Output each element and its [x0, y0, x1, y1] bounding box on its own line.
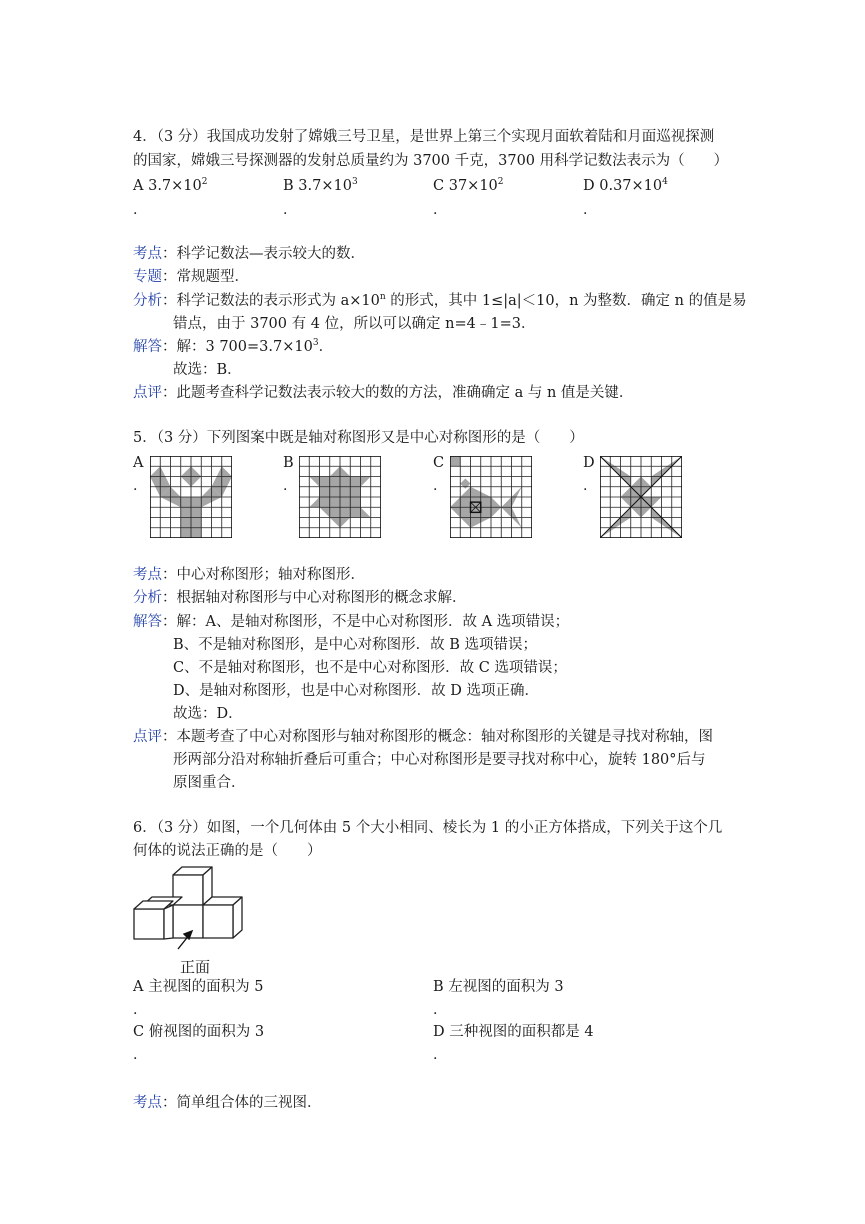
q6-kaodian: 考点：简单组合体的三视图．	[133, 1095, 322, 1111]
q6-option-a-dot: .	[133, 1002, 138, 1018]
q5-option-a-dot: .	[133, 478, 138, 494]
q4-kaodian: 考点：科学记数法—表示较大的数．	[133, 246, 365, 262]
q6-option-b-dot: .	[433, 1002, 438, 1018]
q6-stem-line2: 何体的说法正确的是（ ）	[133, 843, 322, 859]
figure-c-shape	[450, 456, 522, 528]
q5-option-d-dot: .	[583, 478, 588, 494]
q4-jieda: 解答：解：3 $700=3.7\times 10^3$．	[133, 338, 334, 355]
q4-dianping: 点评：此题考查科学记数法表示较大的数的方法，准确确定 a 与 n 值是关键．	[133, 385, 634, 401]
q5-figure-c[interactable]	[450, 456, 532, 538]
q6-option-c-dot: .	[133, 1047, 138, 1063]
q4-fenxi-line2: 错点，由于 3700 有 4 位，所以可以确定 n=4﹣1=3．	[173, 316, 536, 332]
q5-jieda-line5: 故选：D．	[173, 706, 243, 722]
q4-option-b[interactable]: B $3.7\times 10^3$	[283, 177, 358, 194]
q6-stem-line1: 6．（3 分）如图，一个几何体由 5 个大小相同、棱长为 1 的小正方体搭成，下列关于这个几	[133, 820, 723, 836]
q5-fenxi: 分析：根据轴对称图形与中心对称图形的概念求解．	[133, 590, 467, 606]
q5-option-a-label[interactable]: A	[133, 455, 144, 471]
q6-option-d[interactable]: D 三种视图的面积都是 4	[433, 1024, 594, 1040]
q5-option-c-dot: .	[433, 478, 438, 494]
cube-drawing	[134, 867, 242, 939]
q4-option-a[interactable]: A $3.7\times 10^2$	[133, 177, 208, 194]
q4-option-d[interactable]: D $0.37\times 10^4$	[583, 177, 668, 194]
q4-option-c-dot: .	[433, 202, 438, 218]
q5-option-b-dot: .	[283, 478, 288, 494]
q5-figure-a[interactable]	[150, 456, 232, 538]
q5-option-b-label[interactable]: B	[283, 455, 294, 471]
figure-a-grid	[150, 456, 232, 538]
q5-stem: 5．（3 分）下列图案中既是轴对称图形又是中心对称图形的是（ ）	[133, 430, 584, 446]
q5-option-d-label[interactable]: D	[583, 455, 595, 471]
q5-dianping-line3: 原图重合．	[173, 775, 246, 791]
q4-zhuanti: 专题：常规题型．	[133, 269, 249, 285]
q6-option-b[interactable]: B 左视图的面积为 3	[433, 979, 564, 995]
q5-kaodian: 考点：中心对称图形；轴对称图形．	[133, 567, 365, 583]
q5-jieda-line4: D、是轴对称图形，也是中心对称图形．故 D 选项正确．	[173, 683, 539, 699]
q5-jieda: 解答：解：A、是轴对称图形，不是中心对称图形．故 A 选项错误；	[133, 614, 570, 630]
q5-figure-d[interactable]	[600, 456, 682, 538]
q4-stem-line2: 的国家，嫦娥三号探测器的发射总质量约为 3700 千克，3700 用科学记数法表示为（ ）	[133, 153, 729, 169]
q6-option-a[interactable]: A 主视图的面积为 5	[133, 979, 264, 995]
q6-option-d-dot: .	[433, 1047, 438, 1063]
q6-cube-figure	[128, 862, 246, 950]
q5-jieda-line2: B、不是轴对称图形，是中心对称图形．故 B 选项错误；	[173, 637, 538, 653]
q4-option-a-dot: .	[133, 202, 138, 218]
q4-option-b-dot: .	[283, 202, 288, 218]
q4-stem-line1: 4．（3 分）我国成功发射了嫦娥三号卫星，是世界上第三个实现月面软着陆和月面巡视探测	[133, 129, 715, 145]
q4-option-d-dot: .	[583, 202, 588, 218]
q5-dianping-line2: 形两部分沿对称轴折叠后可重合；中心对称图形是要寻找对称中心，旋转 180°后与	[173, 752, 706, 768]
q5-jieda-line3: C、不是轴对称图形，也不是中心对称图形．故 C 选项错误；	[173, 660, 567, 676]
q4-fenxi: 分析：科学记数法的表示形式为 $a\times 10^n$ 的形式，其中 1≤|a|＜10，n 为整数．确定 n 的值是易	[133, 292, 747, 309]
q6-option-c[interactable]: C 俯视图的面积为 3	[133, 1024, 265, 1040]
q5-figure-b[interactable]	[299, 456, 381, 538]
q6-figure-label: 正面	[180, 958, 211, 976]
q5-dianping: 点评：本题考查了中心对称图形与轴对称图形的概念：轴对称图形的关键是寻找对称轴，图	[133, 729, 713, 745]
q4-jieda-line2: 故选：B．	[173, 362, 242, 378]
q5-option-c-label[interactable]: C	[433, 455, 445, 471]
figure-b-grid	[299, 456, 381, 538]
q4-option-c[interactable]: C $37\times 10^2$	[433, 177, 504, 194]
